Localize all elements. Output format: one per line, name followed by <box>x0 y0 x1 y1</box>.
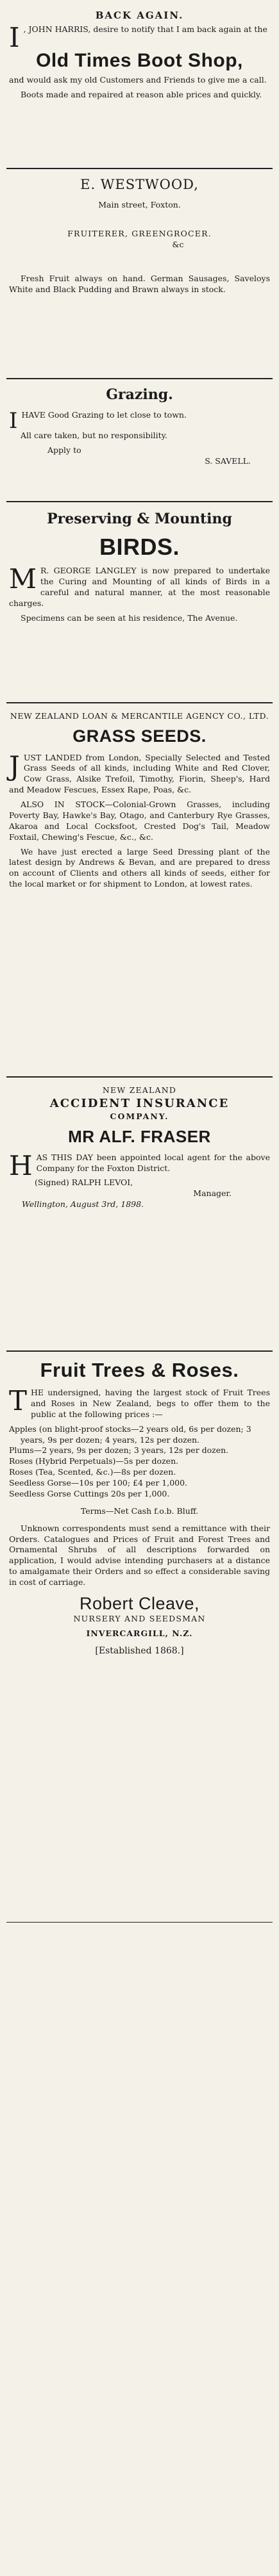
advertiser-name: E. WESTWOOD, <box>80 177 199 192</box>
ad-fruit-trees <box>6 1359 273 1657</box>
etc: &c <box>172 240 184 250</box>
signature-title: Manager. <box>193 1188 232 1199</box>
ad-paragraph: We have just erected a large Seed Dressing plant of the latest design by Andrews & Bevan, and are prepared to dress on account of Clients and others all kinds of seeds, either for the local market or for shipment to London, at lowest rates. <box>9 846 270 889</box>
ad-body: and would ask my old Customers and Friends to give me a call. <box>9 75 267 85</box>
price-item: Seedless Gorse Cuttings 20s per 1,000. <box>9 1488 170 1498</box>
divider <box>6 702 273 703</box>
ad-title: BIRDS. <box>99 533 180 560</box>
price-item: Roses (Tea, Scented, &c.)—8s per dozen. <box>9 1467 176 1477</box>
ad-heading: BACK AGAIN. <box>95 10 184 21</box>
town: INVERCARGILL, N.Z. <box>86 1628 193 1638</box>
ad-intro: HE undersigned, having the largest stock of Fruit Trees and Roses in New Zealand, begs to offer them to the public at the following prices :— <box>31 1388 270 1419</box>
ad-grazing <box>6 386 273 467</box>
signature: (Signed) RALPH LEVOI, <box>35 1177 133 1188</box>
ad-body: Unknown correspondents must send a remittance with their Orders. Catalogues and Prices of Fruit and Forest Trees and Ornamental Shrubs of all descriptions forwarded on application, I would advise intending purchasers at a distance to amalgamate their Orders and so effect a considerable saving in cost of carriage. <box>9 1523 270 1587</box>
ad-accident-insurance <box>6 1085 273 1210</box>
price-item: Roses (Hybrid Perpetuals)—5s per dozen. <box>9 1456 179 1466</box>
ad-footer: Boots made and repaired at reason able prices and quickly. <box>21 89 262 99</box>
drop-cap: J <box>9 750 20 782</box>
ad-body: AS THIS DAY been appointed local agent for the above Company for the Foxton District. <box>36 1152 270 1173</box>
drop-cap: I <box>9 407 18 434</box>
apply-label: Apply to <box>47 445 81 455</box>
ad-nz-loan <box>6 711 273 894</box>
ad-date: Wellington, August 3rd, 1898. <box>22 1199 144 1210</box>
price-list <box>9 1424 270 1500</box>
ad-back-again <box>6 9 273 104</box>
company-line: ACCIDENT INSURANCE <box>49 1096 230 1110</box>
ad-intro: , JOHN HARRIS, desire to notify that I am back again at the <box>23 24 267 35</box>
ad-body: HAVE Good Grazing to let close to town. <box>21 409 187 420</box>
company-name: NEW ZEALAND LOAN & MERCANTILE AGENCY CO., LTD. <box>10 711 269 721</box>
divider <box>6 378 273 379</box>
drop-cap: M <box>9 563 37 595</box>
ad-heading: Fruit Trees & Roses. <box>40 1359 239 1381</box>
ad-heading: GRASS SEEDS. <box>72 726 207 746</box>
ad-note: All care taken, but no responsibility. <box>21 431 168 441</box>
ad-paragraph: UST LANDED from London, Specially Selected and Tested Grass Seeds of all kinds, including White and Red Clover, Cow Grass, Alsike Trefoil, Timothy, Fiorin, Sheep's, Hard and Meadow Fescues, Essex Rape, Poas, &c. <box>9 752 270 795</box>
ad-body: R. GEORGE LANGLEY is now prepared to undertake the Curing and Mounting of all kinds of Birds in a careful and natural manner, at the most reasonable charges. <box>9 566 270 608</box>
drop-cap: I <box>9 22 20 54</box>
advertiser-name: Robert Cleave, <box>79 1593 200 1613</box>
apply-name: S. SAVELL. <box>205 456 251 466</box>
ad-heading: Grazing. <box>106 386 173 403</box>
terms: Terms—Net Cash f.o.b. Bluff. <box>80 1505 199 1516</box>
agent-name: MR ALF. FRASER <box>68 1127 211 1147</box>
company-line: NEW ZEALAND <box>102 1085 177 1095</box>
shop-name: Old Times Boot Shop, <box>36 50 243 72</box>
trade: NURSERY AND SEEDSMAN <box>73 1613 206 1623</box>
ad-paragraph: ALSO IN STOCK—Colonial-Grown Grasses, including Poverty Bay, Hawke's Bay, Otago, and Canterbury Rye Grasses, Akaroa and Local Cocksfoot, Crested Dog's Tail, Meadow Foxtail, Chewing's Fescue, &c., &c. <box>9 800 270 842</box>
divider <box>6 1076 273 1078</box>
company-line: COMPANY. <box>110 1112 169 1122</box>
ad-birds <box>6 510 273 628</box>
trade: FRUITERER, GREENGROCER. <box>67 229 212 239</box>
address: Main street, Foxton. <box>98 200 181 210</box>
ad-body: Fresh Fruit always on hand. German Sausages, Saveloys White and Black Pudding and Brawn always in stock. <box>9 273 270 294</box>
price-item: Plums—2 years, 9s per dozen; 3 years, 12s per dozen. <box>9 1445 229 1456</box>
ad-westwood <box>6 176 273 299</box>
drop-cap: H <box>9 1149 33 1181</box>
drop-cap: T <box>9 1385 28 1417</box>
divider <box>6 1350 273 1352</box>
divider <box>6 168 273 169</box>
divider <box>6 501 273 502</box>
ad-note: Specimens can be seen at his residence, The Avenue. <box>21 612 238 623</box>
price-item: Apples (on blight-proof stocks—2 years old, 6s per dozen; 3 years, 9s per dozen; 4 years, 12s per dozen. <box>9 1423 251 1445</box>
divider <box>6 1922 273 1923</box>
price-item: Seedless Gorse—10s per 100; £4 per 1,000. <box>9 1478 188 1488</box>
ad-heading: Preserving & Mounting <box>47 511 232 527</box>
established: [Established 1868.] <box>95 1646 184 1657</box>
